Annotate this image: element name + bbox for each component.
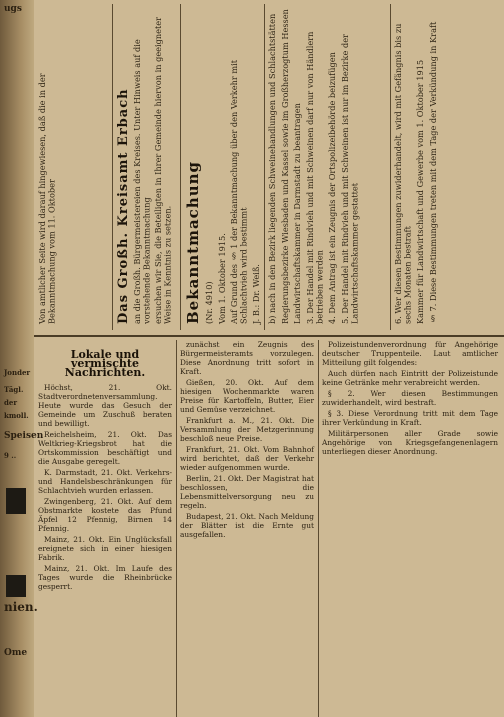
text-line: Kammer für Landwirtschaft und Gewerbe vom 1. Oktober 1915: [415, 59, 426, 324]
bekanntmachung-heading: Bekanntmachung: [184, 160, 202, 324]
news-paragraph: Frankfurt, 21. Okt. Vom Bahnhof wird berichtet, daß der Verkehr wieder aufgenommen wurde.: [180, 445, 314, 472]
lower-column-3: [322, 340, 498, 717]
column-body: [268, 6, 386, 324]
news-paragraph: zunächst ein Zeugnis des Bürgermeisteramts vorzulegen. Diese Anordnung tritt sofort in Kraft.: [180, 340, 314, 376]
text-line: Landwirtschaftskammer in Darmstadt zu beantragen: [292, 103, 303, 324]
column-divider: [112, 4, 113, 330]
news-paragraph: Polizeistundenverordnung für Angehörige deutscher Truppenteile. Laut amtlicher Mitteilung gilt folgendes:: [322, 340, 498, 367]
edge-item: Tägl.: [4, 385, 24, 394]
text-line: 5. Der Handel mit Rindvieh und mit Schweinen ist nur im Bezirke der Landwirtschaftskammer gestattet: [339, 34, 360, 324]
lower-column-2: [180, 340, 314, 717]
news-paragraph: Frankfurt a. M., 21. Okt. Die Versammlung der Metzgerinnung beschloß neue Preise.: [180, 416, 314, 443]
edge-item: Speisen: [4, 431, 44, 441]
news-paragraph: Berlin, 21. Okt. Der Magistrat hat beschlossen, die Lebensmittelversorgung neu zu regeln.: [180, 474, 314, 510]
news-paragraph: Budapest, 21. Okt. Nach Meldung der Blätter ist die Ernte gut ausgefallen.: [180, 512, 314, 539]
text-line: b) nach in den Bezirk liegenden Schweinehandlungen und Schlachtstätten: [267, 13, 277, 324]
upper-column-1: [38, 6, 108, 326]
news-paragraph: § 2. Wer diesen Bestimmungen zuwiderhandelt, wird bestraft.: [322, 389, 498, 407]
text-line: Regierungsbezirke Wiesbaden und Kassel sowie im Großherzogtum Hessen: [279, 9, 290, 324]
news-paragraph: Reichelsheim, 21. Okt. Das Weltkrieg-Kriegsbrot hat die Ortskommission beschäftigt und die Ausgabe geregelt.: [38, 430, 172, 466]
news-paragraph: Militärpersonen aller Grade sowie Angehörige von Kriegsgefangenenlagern unterliegen dieser Anordnung.: [322, 429, 498, 456]
text-line: Von amtlicher Seite wird darauf hingewiesen, daß die in der Bekanntmachung vom 11. Oktober: [37, 73, 57, 324]
upper-column-3: [184, 6, 260, 326]
edge-item: nien.: [4, 600, 38, 614]
text-line: § 7. Diese Bestimmungen treten mit dem Tage der Verkündung in Kraft: [427, 21, 438, 324]
column-divider: [180, 4, 181, 330]
column-divider: [390, 4, 391, 330]
edge-item: der: [4, 398, 18, 407]
news-paragraph: Mainz, 21. Okt. Ein Unglücksfall ereignete sich in einer hiesigen Fabrik.: [38, 535, 172, 562]
edge-dark-block: [6, 575, 26, 597]
column-body: [184, 6, 260, 324]
lower-column-1: [38, 340, 172, 717]
news-paragraph: K. Darmstadt, 21. Okt. Verkehrs- und Handelsbeschränkungen für Schlachtvieh wurden erlassen.: [38, 468, 172, 495]
column-body: [394, 6, 500, 324]
edge-dark-block: [6, 488, 26, 514]
upper-rotated-section: [34, 0, 504, 335]
text-line: 6. Wer diesen Bestimmungen zuwiderhandelt, wird mit Gefängnis bis zu sechs Monaten bestraft: [393, 23, 413, 324]
edge-item: Ome: [4, 648, 28, 658]
news-paragraph: Zwingenberg, 21. Okt. Auf dem Obstmarkte kostete das Pfund Äpfel 12 Pfennig, Birnen 14 Pfennig.: [38, 497, 172, 533]
edge-item: 9 ..: [4, 451, 17, 460]
section-divider: [34, 335, 504, 337]
text-line: an die Großh. Bürgermeistereien des Kreises. Unter Hinweis auf die vorstehende Bekanntmachung: [132, 39, 152, 324]
number-label: (Nr. 4910): [204, 281, 214, 324]
column-divider: [264, 4, 265, 330]
news-paragraph: Auch dürfen nach Eintritt der Polizeistunde keine Getränke mehr verabreicht werden.: [322, 369, 498, 387]
text-line: Auf Grund des § 1 der Bekanntmachung über den Verkehr mit Schlachtvieh wird bestimmt: [229, 59, 249, 324]
edge-item: kmoll.: [4, 411, 29, 420]
upper-column-4: [268, 6, 386, 326]
upper-column-5: [394, 6, 500, 326]
edge-top-word: ugs: [4, 4, 22, 14]
text-line: 4. Dem Antrag ist ein Zeugnis der Ortspolizeibehörde beizufügen: [326, 52, 337, 324]
lower-section: [34, 340, 504, 717]
section-heading: Das Großh. Kreisamt Erbach: [116, 88, 131, 324]
text-line: ersuchen wir Sie, die Beteiligten in Ihrer Gemeinde hiervon in geeigneter Weise in Kenntnis zu setzen.: [153, 16, 173, 324]
news-paragraph: Gießen, 20. Okt. Auf dem hiesigen Wochenmarkte waren Preise für Kartoffeln, Butter, Eier und Gemüse verzeichnet.: [180, 378, 314, 414]
date-label: Vom 1. Oktober 1915.: [216, 233, 227, 324]
news-paragraph: § 3. Diese Verordnung tritt mit dem Tage ihrer Verkündung in Kraft.: [322, 409, 498, 427]
section-title: Lokale und vermischte Nachrichten.: [64, 348, 146, 379]
news-paragraph: Höchst, 21. Okt. Stadtverordnetenversammlung. Heute wurde das Gesuch der Gemeinde um Zuschuß beraten und bewilligt.: [38, 383, 172, 428]
edge-item: Jonder: [4, 368, 31, 377]
upper-column-2: [116, 6, 176, 326]
signature-line: J. B.: Dr. Weiß.: [251, 264, 262, 324]
news-paragraph: Mainz, 21. Okt. Im Laufe des Tages wurde die Rheinbrücke gesperrt.: [38, 564, 172, 591]
column-body: [116, 6, 176, 324]
text-line: 3. Der Handel mit Rindvieh und mit Schweinen darf nur von Händlern betrieben werden: [304, 31, 325, 324]
